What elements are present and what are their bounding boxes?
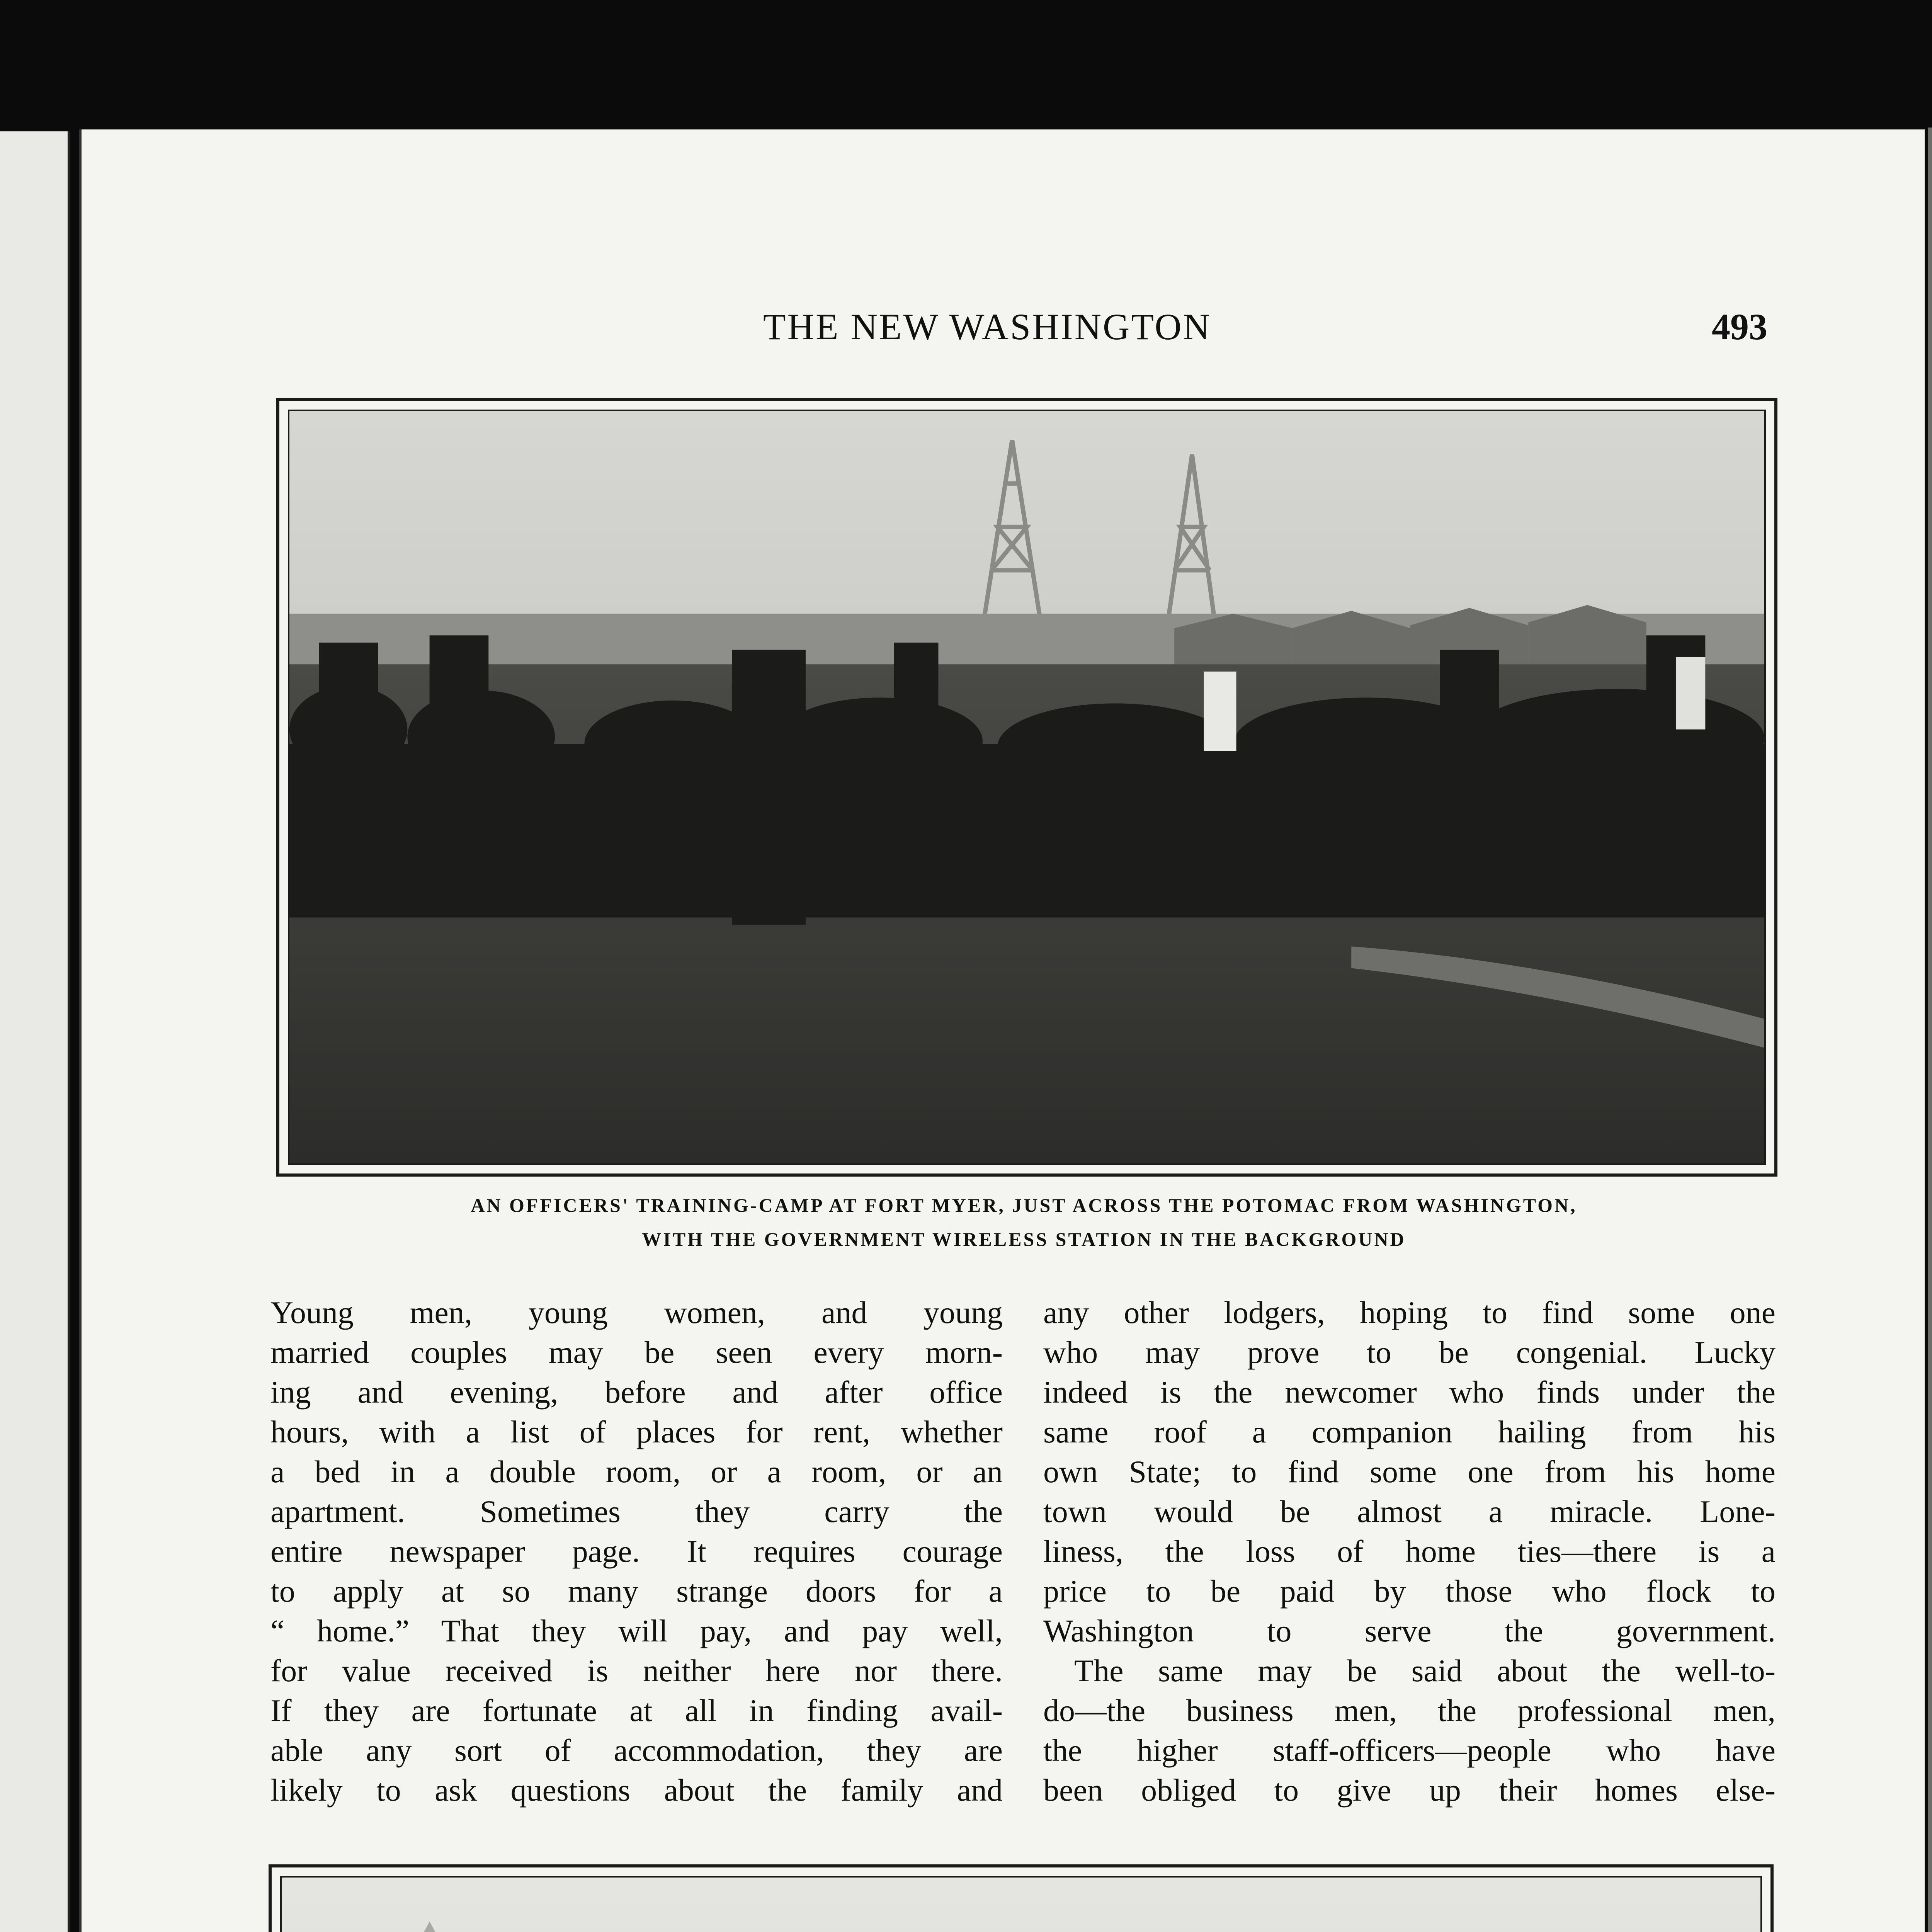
- text-line: If they are fortunate at all in finding avail-: [270, 1693, 1003, 1728]
- text-line: “ home.” That they will pay, and pay well,: [270, 1613, 1003, 1648]
- text-line: apartment. Sometimes they carry the: [270, 1494, 1003, 1529]
- photo-potomac-park: [280, 1876, 1762, 1932]
- text-line: for value received is neither here nor there.: [270, 1653, 1003, 1688]
- text-line: Young men, young women, and young: [270, 1295, 1003, 1330]
- text-line: hours, with a list of places for rent, whether: [270, 1414, 1003, 1449]
- text-column-right: [1043, 1293, 1776, 1810]
- text-line: ing and evening, before and after office: [270, 1374, 1003, 1410]
- text-line: indeed is the newcomer who finds under the: [1043, 1374, 1776, 1410]
- running-head-title: THE NEW WASHINGTON: [763, 306, 1211, 347]
- text-column-left: [270, 1293, 1003, 1810]
- text-line: town would be almost a miracle. Lone-: [1043, 1494, 1776, 1529]
- text-line: price to be paid by those who flock to: [1043, 1573, 1776, 1609]
- photo-frame-potomac-park: [269, 1864, 1774, 1932]
- biplane-photograph: [282, 1878, 1760, 1932]
- text-line: same roof a companion hailing from his: [1043, 1414, 1776, 1449]
- text-line: been obliged to give up their homes else-: [1043, 1772, 1776, 1808]
- text-line: entire newspaper page. It requires courage: [270, 1534, 1003, 1569]
- page-binding-edge: [1928, 128, 1932, 1932]
- text-line: able any sort of accommodation, they are: [270, 1733, 1003, 1768]
- text-line: the higher staff-officers—people who have: [1043, 1733, 1776, 1768]
- text-line: liness, the loss of home ties—there is a: [1043, 1534, 1776, 1569]
- caption-line: WITH THE GOVERNMENT WIRELESS STATION IN THE BACKGROUND: [642, 1228, 1406, 1250]
- text-line: likely to ask questions about the family and: [270, 1772, 1003, 1808]
- text-line: do—the business men, the professional men,: [1043, 1693, 1776, 1728]
- photo-frame-training-camp: [276, 398, 1777, 1177]
- facing-page-edge: [0, 131, 70, 1932]
- text-line: own State; to find some one from his home: [1043, 1454, 1776, 1489]
- text-line: a bed in a double room, or a room, or an: [270, 1454, 1003, 1489]
- text-line: married couples may be seen every morn-: [270, 1335, 1003, 1370]
- photo-training-camp: [288, 410, 1766, 1165]
- caption-training-camp: [270, 1188, 1777, 1256]
- text-line: any other lodgers, hoping to find some one: [1043, 1295, 1776, 1330]
- page-number: 493: [1712, 306, 1767, 347]
- text-line: to apply at so many strange doors for a: [270, 1573, 1003, 1609]
- text-line: Washington to serve the government.: [1043, 1613, 1776, 1648]
- text-line: The same may be said about the well-to-: [1074, 1653, 1776, 1688]
- text-line: who may prove to be congenial. Lucky: [1043, 1335, 1776, 1370]
- training-camp-photograph: [289, 411, 1764, 1163]
- caption-line: AN OFFICERS' TRAINING-CAMP AT FORT MYER, JUST ACROSS THE POTOMAC FROM WASHINGTON,: [471, 1194, 1577, 1216]
